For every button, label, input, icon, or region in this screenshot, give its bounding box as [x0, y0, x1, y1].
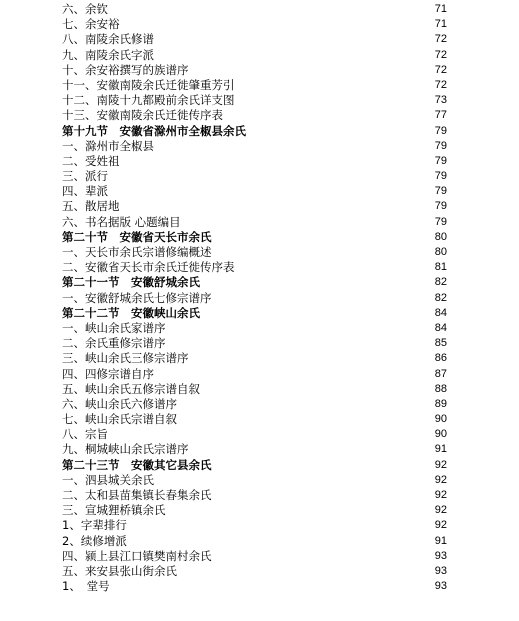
toc-entry-page-number: 77	[434, 109, 447, 122]
toc-entry-title: 一、峡山余氏家谱序	[62, 320, 166, 335]
toc-section-heading	[62, 124, 447, 139]
toc-entry	[62, 2, 447, 17]
toc-entry	[62, 518, 447, 533]
toc-entry	[62, 32, 447, 47]
toc-section-heading	[62, 458, 447, 473]
toc-entry-title: 一、天长市余氏宗谱修编概述	[62, 245, 212, 259]
toc-entry-title: 二、安徽省天长市余氏迁徙传序表	[62, 260, 235, 275]
toc-entry	[62, 321, 447, 336]
toc-entry-title: 五、散居地	[62, 199, 120, 214]
toc-entry-title: 四、辈派	[62, 184, 108, 199]
toc-entry-title: 九、南陵余氏字派	[62, 47, 154, 62]
toc-entry	[62, 48, 447, 63]
toc-entry-title: 十一、安徽南陵余氏迁徙肇重芳引	[62, 77, 235, 92]
toc-entry-title: 六、余钦	[62, 2, 108, 16]
toc-entry-page-number: 72	[434, 63, 447, 76]
toc-entry-page-number: 84	[434, 306, 447, 319]
toc-entry-title: 一、泗县城关余氏	[62, 472, 154, 487]
toc-entry	[62, 367, 447, 382]
toc-entry-title: 六、峡山余氏六修谱序	[62, 396, 177, 411]
toc-entry	[62, 17, 447, 32]
toc-entry-page-number: 81	[434, 261, 447, 274]
toc-entry-title: 六、书名据版 心题编目	[62, 214, 181, 229]
toc-entry-page-number: 92	[434, 458, 447, 471]
toc-entry	[62, 93, 447, 108]
toc-entry-page-number: 79	[434, 139, 447, 152]
toc-entry	[62, 336, 447, 351]
toc-entry-title: 三、宣城狸桥镇余氏	[62, 503, 166, 518]
toc-entry-page-number: 93	[434, 549, 447, 562]
toc-entry-page-number: 91	[434, 443, 447, 456]
toc-entry	[62, 351, 447, 366]
toc-entry	[62, 564, 447, 579]
toc-entry	[62, 260, 447, 275]
toc-entry-page-number: 84	[434, 321, 447, 334]
toc-entry-page-number: 92	[434, 504, 447, 517]
toc-entry-page-number: 79	[434, 185, 447, 198]
toc-entry-title: 一、安徽舒城余氏七修宗谱序	[62, 290, 212, 305]
toc-entry	[62, 534, 447, 549]
toc-entry-page-number: 86	[434, 352, 447, 365]
toc-entry-title: 1、 堂号	[62, 579, 110, 594]
toc-entry-page-number: 93	[434, 564, 447, 577]
toc-entry	[62, 245, 447, 260]
toc-entry-page-number: 87	[434, 367, 447, 380]
toc-entry-page-number: 73	[434, 94, 447, 107]
toc-entry-title: 第二十节 安徽省天长市余氏	[62, 229, 212, 244]
toc-entry	[62, 397, 447, 412]
toc-entry-page-number: 72	[434, 33, 447, 46]
toc-entry	[62, 427, 447, 442]
toc-entry-page-number: 82	[434, 291, 447, 304]
toc-entry	[62, 291, 447, 306]
toc-entry	[62, 215, 447, 230]
toc-entry-page-number: 79	[434, 124, 447, 137]
toc-entry	[62, 442, 447, 457]
toc-entry-title: 二、余氏重修宗谱序	[62, 336, 166, 351]
toc-entry-page-number: 92	[434, 473, 447, 486]
toc-entry-title: 第二十三节 安徽其它县余氏	[62, 457, 212, 472]
toc-section-heading	[62, 275, 447, 290]
toc-section-heading	[62, 230, 447, 245]
toc-entry-page-number: 88	[434, 382, 447, 395]
toc-entry-page-number: 80	[434, 230, 447, 243]
toc-entry	[62, 108, 447, 123]
toc-entry-page-number: 92	[434, 489, 447, 501]
toc-entry-title: 第十九节 安徽省滁州市全椒县余氏	[62, 123, 246, 138]
toc-entry	[62, 199, 447, 214]
toc-entry	[62, 169, 447, 184]
toc-entry-title: 第二十一节 安徽舒城余氏	[62, 275, 200, 290]
toc-entry-title: 第二十二节 安徽峡山余氏	[62, 305, 200, 320]
toc-entry	[62, 154, 447, 169]
toc-entry	[62, 488, 447, 503]
toc-entry-title: 二、受姓祖	[62, 153, 120, 168]
toc-entry-page-number: 90	[434, 428, 447, 441]
toc-entry	[62, 382, 447, 397]
toc-entry-title: 五、来安县张山街余氏	[62, 563, 177, 578]
toc-entry-title: 七、余安裕	[62, 17, 120, 32]
toc-entry-page-number: 82	[434, 276, 447, 289]
toc-entry-title: 三、派行	[62, 169, 108, 184]
toc-entry-page-number: 79	[434, 200, 447, 213]
toc-entry	[62, 63, 447, 78]
toc-entry-page-number: 80	[434, 246, 447, 258]
toc-entry	[62, 412, 447, 427]
toc-entry-title: 三、峡山余氏三修宗谱序	[62, 351, 189, 366]
toc-entry-page-number: 71	[434, 18, 447, 31]
toc-entry	[62, 473, 447, 488]
toc-entry-title: 四、四修宗谱自序	[62, 366, 154, 381]
toc-entry	[62, 579, 447, 594]
toc-entry-page-number: 79	[434, 170, 447, 183]
toc-entry-page-number: 79	[434, 154, 447, 167]
toc-entry-title: 十二、南陵十九都殿前余氏详支图	[62, 93, 235, 108]
toc-entry	[62, 503, 447, 518]
toc-entry-page-number: 79	[434, 215, 447, 228]
toc-entry	[62, 549, 447, 564]
toc-entry-title: 一、滁州市全椒县	[62, 138, 154, 153]
toc-entry	[62, 139, 447, 154]
toc-entry-title: 二、太和县苗集镇长春集余氏	[62, 488, 212, 502]
toc-entry-page-number: 90	[434, 413, 447, 426]
toc-entry-page-number: 72	[434, 48, 447, 61]
toc-entry-title: 八、南陵余氏修谱	[62, 32, 154, 47]
toc-entry-page-number: 72	[434, 78, 447, 91]
toc-entry-page-number: 91	[434, 534, 447, 547]
toc-entry-title: 2、续修增派	[62, 533, 127, 548]
table-of-contents	[62, 2, 447, 594]
toc-entry-title: 四、颍上县江口镇樊南村余氏	[62, 548, 212, 563]
toc-entry-page-number: 93	[434, 580, 447, 593]
toc-section-heading	[62, 306, 447, 321]
toc-entry-title: 1、字辈排行	[62, 518, 127, 533]
toc-entry	[62, 184, 447, 199]
toc-entry-page-number: 85	[434, 337, 447, 350]
toc-entry-page-number: 71	[434, 3, 447, 15]
toc-entry-title: 五、峡山余氏五修宗谱自叙	[62, 381, 200, 396]
toc-entry-title: 七、峡山余氏宗谱自叙	[62, 412, 177, 427]
toc-entry-page-number: 89	[434, 397, 447, 410]
toc-entry	[62, 78, 447, 93]
toc-entry-title: 十三、安徽南陵余氏迁徙传序表	[62, 108, 223, 123]
toc-entry-title: 九、桐城峡山余氏宗谱序	[62, 442, 189, 457]
toc-entry-page-number: 92	[434, 519, 447, 532]
toc-entry-title: 十、余安裕撰写的族谱序	[62, 62, 189, 77]
toc-entry-title: 八、宗旨	[62, 427, 108, 442]
